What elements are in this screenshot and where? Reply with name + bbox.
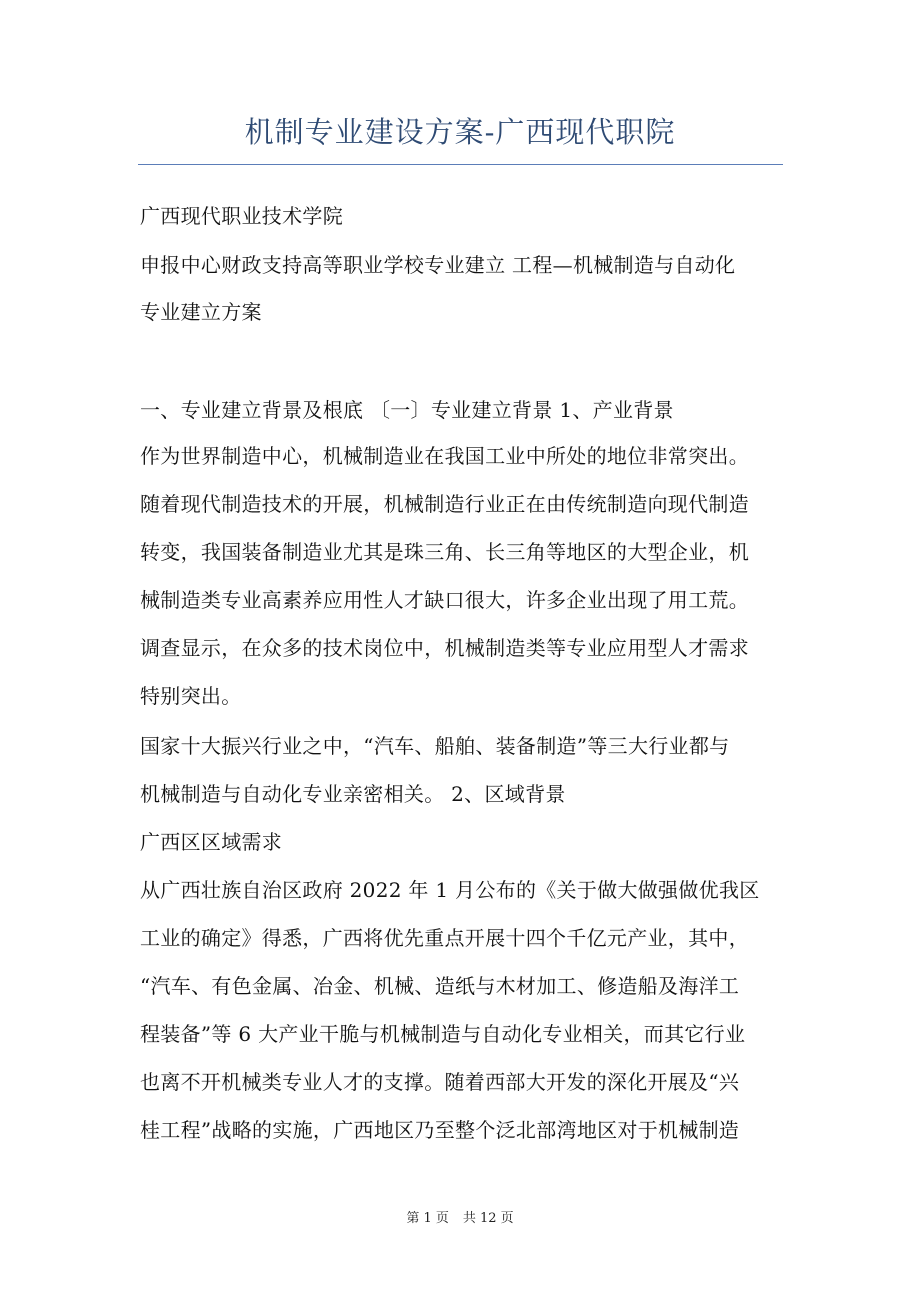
text-line: 工业的确定》得悉，广西将优先重点开展十四个千亿元产业，其中， [140,926,749,950]
text-line: 一、专业建立背景及根底 〔一〕专业建立背景 1、产业背景 [140,398,674,422]
text-line: 随着现代制造技术的开展，机械制造行业正在由传统制造向现代制造 [140,492,749,516]
text-line: 广西区区域需求 [140,830,283,854]
text-line: 程装备”等 6 大产业干脆与机械制造与自动化专业相关，而其它行业 [140,1022,746,1046]
text-line: 桂工程”战略的实施，广西地区乃至整个泛北部湾地区对于机械制造 [140,1118,740,1142]
text-line: 广西现代职业技术学院 [140,204,343,228]
text-line: 械制造类专业高素养应用性人才缺口很大，许多企业出现了用工荒。 [140,588,749,612]
text-line: 申报中心财政支持高等职业学校专业建立 工程—机械制造与自动化 [140,253,736,277]
text-line: 转变，我国装备制造业尤其是珠三角、长三角等地区的大型企业，机 [140,540,749,564]
title-underline [138,164,783,165]
text-line: 也离不开机械类专业人才的支撑。随着西部大开发的深化开展及“兴 [140,1070,740,1094]
document-title: 机制专业建设方案-广西现代职院 [244,115,676,149]
page-footer [0,1207,920,1226]
page-number: 第 1 页 [406,1211,449,1226]
text-line: 作为世界制造中心，机械制造业在我国工业中所处的地位非常突出。 [140,444,749,468]
text-line: 调查显示，在众多的技术岗位中，机械制造类等专业应用型人才需求 [140,636,749,660]
text-line: “汽车、有色金属、冶金、机械、造纸与木材加工、修造船及海洋工 [140,974,740,998]
page-count: 共 12 页 [462,1211,514,1226]
text-line: 特别突出。 [140,684,242,708]
text-line: 从广西壮族自治区政府 2022 年 1 月公布的《关于做大做强做优我区 [140,878,760,902]
text-line: 专业建立方案 [140,300,262,324]
text-line: 机械制造与自动化专业亲密相关。 2、区域背景 [140,782,566,806]
text-line: 国家十大振兴行业之中，“汽车、船舶、装备制造”等三大行业都与 [140,734,730,758]
